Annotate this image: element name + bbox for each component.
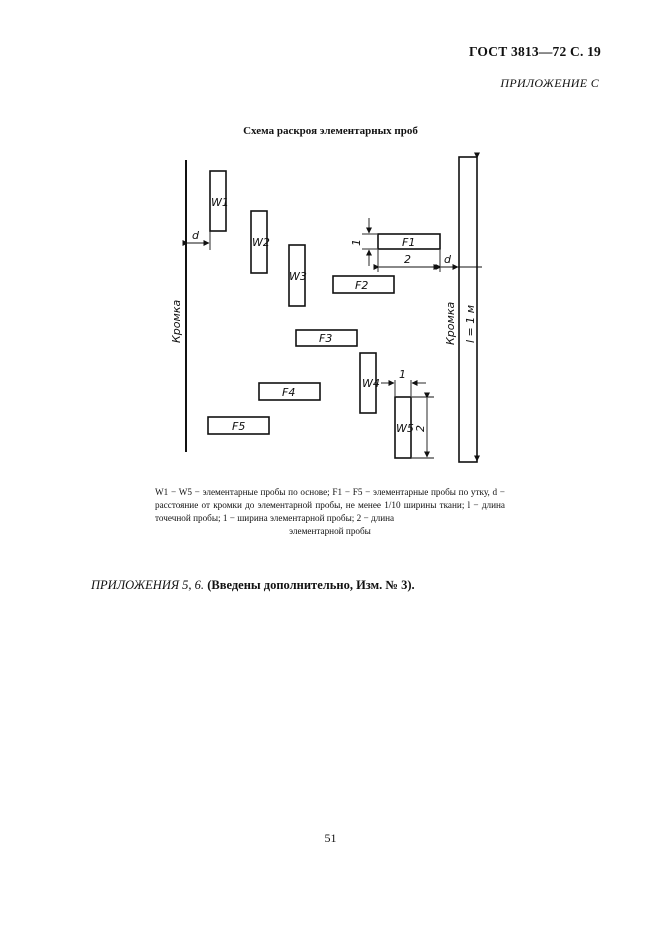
- edge-label-right: Кромка: [444, 301, 457, 345]
- document-header: ГОСТ 3813—72 С. 19: [468, 44, 601, 59]
- label-w3: W3: [289, 270, 307, 283]
- appendix-label: ПРИЛОЖЕНИЕ С: [500, 76, 599, 90]
- edge-label-left: Кромка: [170, 299, 183, 343]
- page-number: 51: [324, 831, 337, 845]
- label-f3: F3: [319, 332, 333, 345]
- dim-label-w5-width: 1: [399, 368, 406, 381]
- appendix-note-change: (Введены дополнительно, Изм. № 3).: [207, 578, 415, 592]
- length-label: l = 1 м: [464, 304, 477, 343]
- dim-label-w5-length: 2: [414, 425, 427, 432]
- label-f5: F5: [232, 420, 246, 433]
- figure-title: Схема раскроя элементарных проб: [243, 125, 418, 137]
- appendix-note: [91, 578, 415, 593]
- appendix-note-ref: ПРИЛОЖЕНИЯ 5, 6.: [91, 578, 205, 592]
- dim-label-f1-length: 2: [404, 253, 411, 266]
- label-w5: W5: [396, 422, 414, 435]
- dist-label-right: d: [444, 253, 451, 266]
- label-w2: W2: [252, 236, 270, 249]
- dist-label-left: d: [192, 229, 199, 242]
- dim-label-f1-width: 1: [350, 239, 363, 246]
- label-w4: W4: [362, 377, 380, 390]
- caption-text: W1 − W5 − элементарные пробы по основе; F1 − F5 − элементарные пробы по утку, d − расстояние от кромки до элементарной пробы, не менее 1/10 ширины ткани; l − длина точечной пробы; 1 − ширина элементарной пробы; 2 − длина: [155, 487, 505, 523]
- figure-caption: [155, 486, 505, 538]
- label-w1: W1: [211, 196, 229, 209]
- label-f2: F2: [355, 279, 369, 292]
- label-f1: F1: [402, 236, 416, 249]
- label-f4: F4: [282, 386, 296, 399]
- caption-text-end: элементарной пробы: [289, 526, 371, 536]
